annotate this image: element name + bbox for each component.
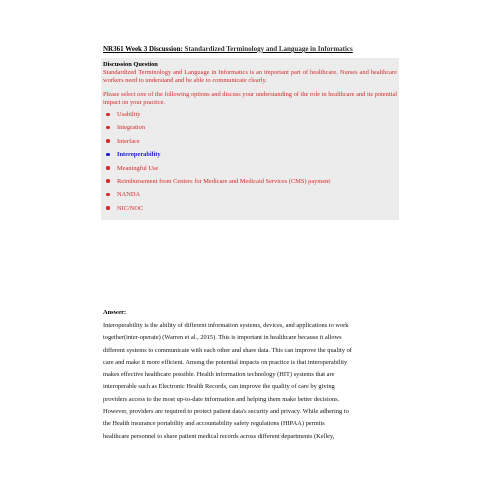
answer-line: different systems to communicate with each other and share data. This can improve the quality of (103, 346, 352, 354)
options-list (103, 110, 397, 217)
list-item-option-selected (103, 150, 397, 163)
instructions-text-start: Please select (103, 91, 138, 98)
option-label: Reimbursement from Centers for Medicare and Medicaid Services (CMS) payment (117, 177, 331, 185)
bullet-icon (106, 139, 110, 143)
title-course-code: NR361 Week 3 Discussion: (103, 45, 183, 53)
answer-line: providers access to the most up-to-date information and helping them make better decisions. (103, 395, 340, 403)
list-item-option (103, 204, 397, 217)
list-item-option (103, 164, 397, 177)
bullet-icon (106, 193, 110, 197)
answer-line: care and make it more efficient. Among the potential impacts on practice is that interoperability (103, 358, 348, 366)
answer-line: healthcare personnel to share patient medical records across different departments (Kelley, (103, 432, 335, 440)
discussion-heading: Discussion Question (103, 61, 158, 68)
answer-line: interoperable such as Electronic Health Records, can improve the quality of care by giving (103, 383, 335, 391)
document-title (103, 45, 403, 54)
answer-label: Answer: (103, 309, 127, 316)
answer-line: However, providers are required to protect patient data's security and privacy. While adhering to (103, 408, 349, 416)
option-label: NIC/NOC (117, 204, 144, 212)
bullet-icon (106, 126, 110, 130)
bullet-icon (106, 153, 110, 157)
option-label: Usability (117, 111, 141, 118)
option-label: Interface (117, 137, 140, 145)
discussion-paragraph-intro: Standardized Terminology and Language in Informatics is an important part of healthcare. Nurses and healthcare workers need to understand and be able to communicate clearly. (103, 69, 397, 84)
answer-line: makes effective healthcare possible. Health information technology (HIT) systems that are (103, 371, 335, 379)
list-item-option (103, 190, 397, 203)
bullet-icon (106, 206, 110, 210)
bullet-icon (106, 113, 110, 117)
instructions-text-emphasis: one (137, 91, 147, 98)
list-item-option (103, 177, 397, 190)
bullet-icon (106, 166, 110, 170)
option-label: NANDA (117, 191, 141, 199)
bullet-icon (106, 179, 110, 183)
answer-line: the Health insurance portability and accountability safety regulations (HIPAA) permits (103, 420, 325, 428)
instructions-text-end: of the following options and discuss your understanding of the role in healthcare and its potential impact on your practice. (103, 91, 398, 106)
option-label: Integration (117, 124, 146, 132)
list-item-option (103, 110, 397, 123)
list-item-option (103, 123, 397, 136)
list-item-option (103, 137, 397, 150)
answer-line: together(inter-operate) (Warren et al., 2015). This is important in healthcare because it allows (103, 334, 342, 342)
option-label: Interoperability (117, 151, 161, 159)
discussion-paragraph-instructions (103, 91, 397, 107)
title-topic: Standardized Terminology and Language in Informatics (184, 45, 353, 53)
option-label: Meaningful Use (117, 164, 159, 172)
answer-body (103, 320, 399, 443)
discussion-question-box (101, 58, 399, 220)
answer-line: Interoperability is the ability of different information systems, devices, and applications to work (103, 322, 349, 329)
